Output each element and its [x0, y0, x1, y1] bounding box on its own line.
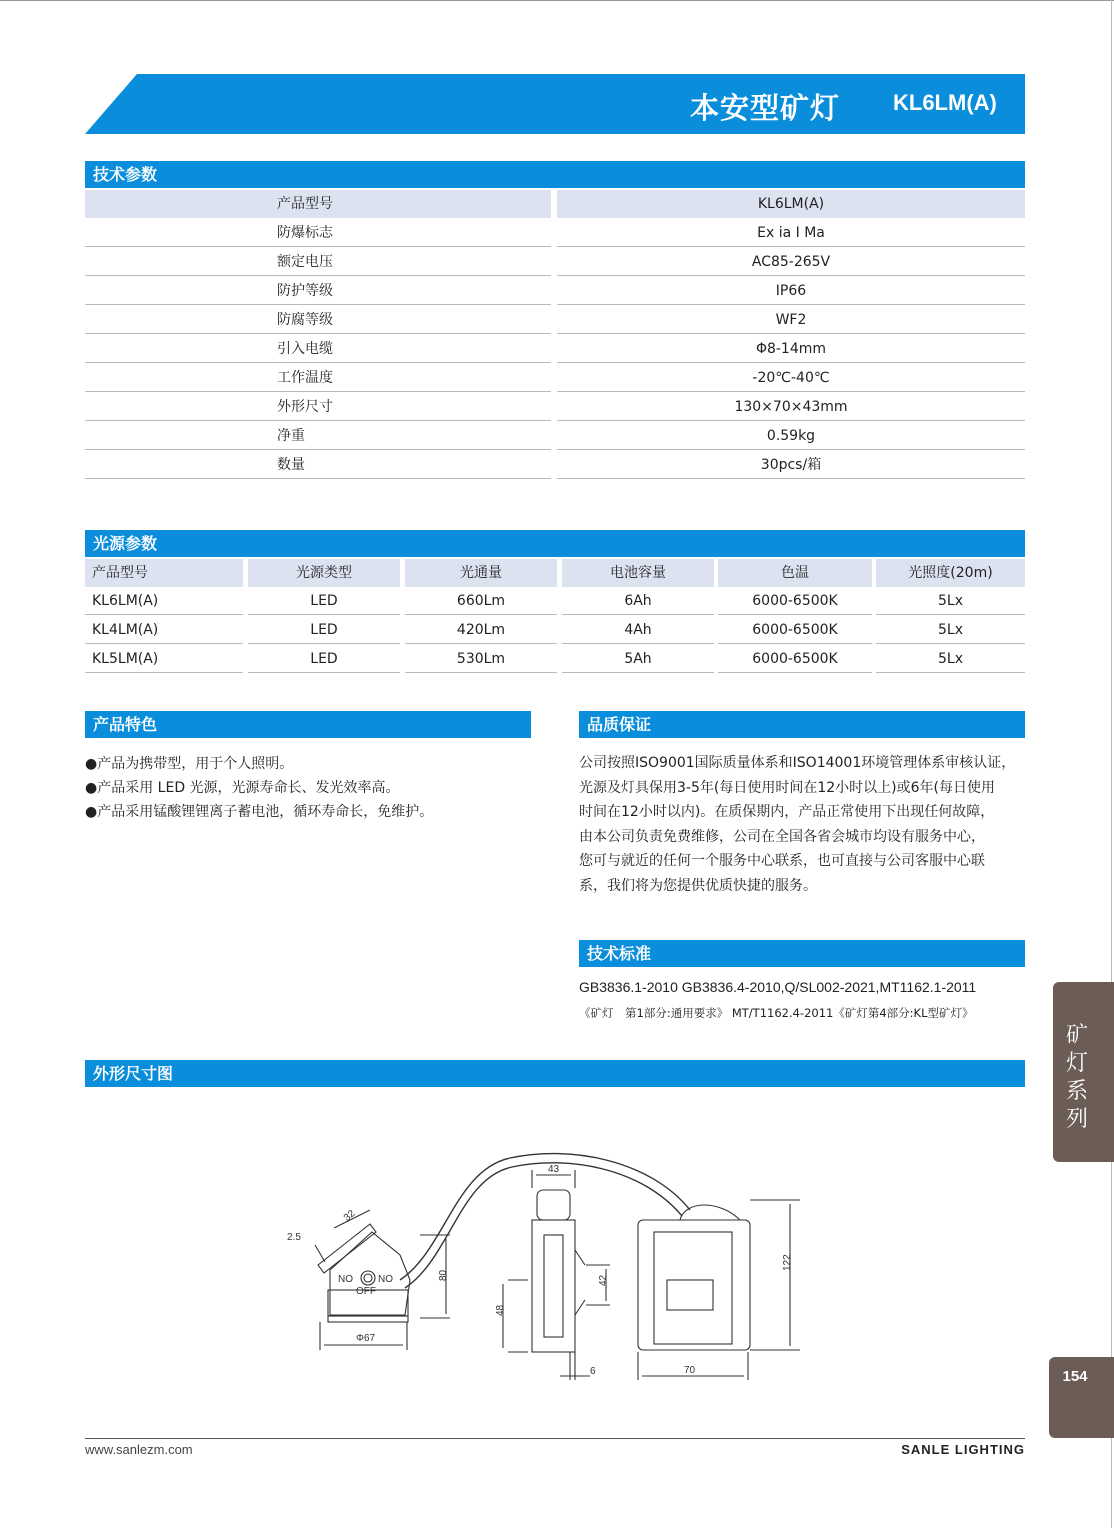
switch-no-right: NO: [378, 1274, 393, 1285]
dim-phi67: Φ67: [356, 1333, 376, 1344]
tech-params-value: Φ8-14mm: [557, 335, 1025, 363]
tech-params-label-text: 数量: [277, 457, 305, 473]
light-params-header: 光源参数: [85, 530, 1025, 557]
tech-params-value: -20℃-40℃: [557, 364, 1025, 392]
category-tab-char: 灯: [1065, 1051, 1088, 1076]
tech-params-label: [85, 277, 551, 305]
page-title: 本安型矿灯: [690, 91, 841, 125]
light-params-cell: 5Ah: [562, 645, 714, 673]
light-params-head-row: [85, 559, 1025, 587]
feature-text: 产品采用 LED 光源，光源寿命长、发光效率高。: [97, 780, 400, 796]
tech-params-label-text: 引入电缆: [277, 341, 333, 357]
tech-params-header: 技术参数: [85, 161, 1025, 188]
quality-line: 由本公司负责免费维修，公司在全国各省会城市均设有服务中心，: [579, 828, 985, 845]
light-params-cell: 530Lm: [405, 645, 557, 673]
footer-brand: SANLE LIGHTING: [901, 1442, 1025, 1457]
light-params-cell: KL4LM(A): [85, 616, 243, 644]
light-params-row: [85, 587, 1025, 616]
light-params-row: [85, 616, 1025, 645]
light-params-table: [85, 559, 1025, 674]
category-tab-char: 系: [1065, 1079, 1088, 1104]
standards-header: 技术标准: [579, 940, 1025, 967]
title-banner: [85, 74, 1025, 134]
feature-bullet: ●: [85, 756, 98, 772]
tech-params-label-text: 防爆标志: [277, 225, 333, 241]
light-params-column-header: 光照度(20m): [876, 559, 1025, 587]
tech-params-value: 30pcs/箱: [557, 451, 1025, 479]
tech-params-row: [85, 219, 1025, 248]
dimension-drawing: [270, 1140, 830, 1390]
quality-text: [579, 751, 1031, 898]
standards-line1: GB3836.1-2010 GB3836.4-2010,Q/SL002-2021,MT1162.1-2011: [579, 979, 977, 995]
tech-params-value: WF2: [557, 306, 1025, 334]
tech-params-label-text: 防护等级: [277, 283, 333, 299]
quality-line: 系，我们将为您提供优质快捷的服务。: [579, 877, 817, 894]
feature-item: [85, 800, 535, 824]
tech-params-head-label: 产品型号: [277, 196, 333, 212]
dim-48: 48: [495, 1304, 506, 1316]
tech-params-value: 130×70×43mm: [557, 393, 1025, 421]
features-header: 产品特色: [85, 711, 531, 738]
tech-params-value: AC85-265V: [557, 248, 1025, 276]
feature-bullet: ●: [85, 780, 98, 796]
light-params-column-header: 产品型号: [85, 559, 243, 587]
light-params-column-header: 色温: [718, 559, 872, 587]
features-list: [85, 752, 535, 824]
tech-params-label: [85, 306, 551, 334]
tech-params-value: 0.59kg: [557, 422, 1025, 450]
tech-params-label: [85, 219, 551, 247]
light-params-cell: 5Lx: [876, 616, 1025, 644]
light-params-cell: 660Lm: [405, 587, 557, 615]
category-tab-label: [1064, 1022, 1090, 1134]
dim-32: 32: [341, 1208, 358, 1224]
light-params-column-header: 电池容量: [562, 559, 714, 587]
dim-42: 42: [598, 1274, 609, 1286]
tech-params-row: [85, 306, 1025, 335]
light-params-cell: 4Ah: [562, 616, 714, 644]
feature-text: 产品采用锰酸锂锂离子蓄电池，循环寿命长，免维护。: [97, 804, 434, 820]
light-params-column-header: 光源类型: [248, 559, 400, 587]
light-params-rows: [85, 587, 1025, 674]
switch-off: OFF: [356, 1286, 376, 1297]
light-params-cell: LED: [248, 587, 400, 615]
drawing-header: 外形尺寸图: [85, 1060, 1025, 1087]
footer-url: www.sanlezm.com: [85, 1442, 193, 1457]
dim-122: 122: [782, 1254, 793, 1271]
dim-80: 80: [438, 1269, 449, 1281]
tech-params-label-text: 额定电压: [277, 254, 333, 270]
tech-params-row: [85, 364, 1025, 393]
light-params-row: [85, 645, 1025, 674]
page-number: 154: [1062, 1368, 1088, 1385]
tech-params-row: [85, 393, 1025, 422]
top-border: [0, 0, 1114, 1]
tech-params-head-row: [85, 190, 1025, 219]
light-params-cell: KL5LM(A): [85, 645, 243, 673]
switch-no-left: NO: [338, 1274, 353, 1285]
tech-params-head-value: KL6LM(A): [557, 190, 1025, 218]
tech-params-head-label-cell: [85, 190, 551, 218]
tech-params-label: [85, 364, 551, 392]
light-params-cell: 5Lx: [876, 587, 1025, 615]
feature-item: [85, 752, 535, 776]
tech-params-label-text: 净重: [277, 428, 305, 444]
tech-params-value: Ex ia I Ma: [557, 219, 1025, 247]
feature-bullet: ●: [85, 804, 98, 820]
tech-params-row: [85, 335, 1025, 364]
light-params-cell: 420Lm: [405, 616, 557, 644]
tech-params-label: [85, 335, 551, 363]
footer-divider: [85, 1438, 1025, 1439]
tech-params-table: [85, 190, 1025, 480]
light-params-cell: 6000-6500K: [718, 616, 872, 644]
standards-line2: 《矿灯 第1部分:通用要求》 MT/T1162.4-2011《矿灯第4部分:KL型矿灯》: [579, 1006, 974, 1020]
dim-6: 6: [590, 1366, 596, 1377]
dim-70: 70: [684, 1365, 696, 1376]
tech-params-row: [85, 422, 1025, 451]
tech-params-label: [85, 393, 551, 421]
light-params-cell: LED: [248, 645, 400, 673]
tech-params-label-text: 工作温度: [277, 370, 333, 386]
tech-params-label-text: 防腐等级: [277, 312, 333, 328]
light-params-cell: 6000-6500K: [718, 587, 872, 615]
right-border: [1111, 0, 1112, 1528]
light-params-cell: 5Lx: [876, 645, 1025, 673]
quality-line: 公司按照ISO9001国际质量体系和ISO14001环境管理体系审核认证，: [579, 755, 1016, 771]
tech-params-label: [85, 422, 551, 450]
quality-header: 品质保证: [579, 711, 1025, 738]
tech-params-rows: [85, 219, 1025, 480]
light-params-cell: LED: [248, 616, 400, 644]
category-tab-char: 矿: [1065, 1023, 1088, 1048]
tech-params-row: [85, 248, 1025, 277]
tech-params-label: [85, 451, 551, 479]
quality-line: 时间在12小时以内)。在质保期内，产品正常使用下出现任何故障，: [579, 804, 995, 820]
tech-params-label-text: 外形尺寸: [277, 399, 333, 415]
feature-text: 产品为携带型，用于个人照明。: [97, 756, 294, 772]
tech-params-label: [85, 248, 551, 276]
tech-params-value: IP66: [557, 277, 1025, 305]
light-params-cell: 6000-6500K: [718, 645, 872, 673]
feature-item: [85, 776, 535, 800]
light-params-column-header: 光通量: [405, 559, 557, 587]
quality-line: 光源及灯具保用3-5年(每日使用时间在12小时以上)或6年(每日使用: [579, 779, 995, 796]
category-tab-char: 列: [1065, 1107, 1088, 1132]
tech-params-row: [85, 277, 1025, 306]
dim-43: 43: [548, 1164, 560, 1175]
light-params-cell: 6Ah: [562, 587, 714, 615]
page-model: KL6LM(A): [893, 90, 997, 115]
dim-2-5: 2.5: [287, 1232, 301, 1243]
tech-params-row: [85, 451, 1025, 480]
light-params-cell: KL6LM(A): [85, 587, 243, 615]
quality-line: 您可与就近的任何一个服务中心联系，也可直接与公司客服中心联: [579, 853, 985, 869]
